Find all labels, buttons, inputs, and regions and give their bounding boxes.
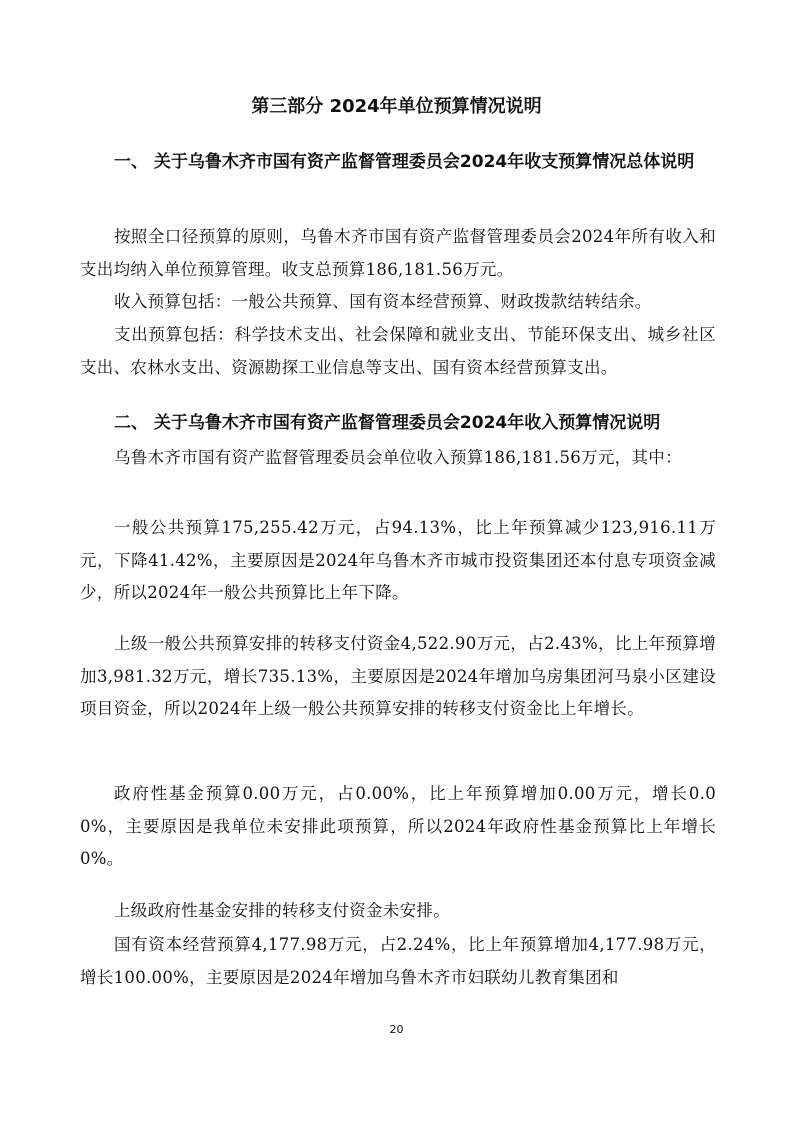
section-2-paragraph-4: 政府性基金预算0.00万元，占0.00%，比上年预算增加0.00万元，增长0.00%，主要原因是我单位未安排此项预算，所以2024年政府性基金预算比上年增长0%。 — [80, 784, 716, 868]
section-2-paragraph-6: 国有资本经营预算4,177.98万元，占2.24%，比上年预算增加4,177.98万元，增长100.00%，主要原因是2024年增加乌鲁木齐市妇联幼儿教育集团和 — [80, 935, 716, 987]
section-2-heading — [80, 407, 716, 439]
section-1-heading-text: 关于乌鲁木齐市国有资产监督管理委员会2024年收支预算情况总体说明 — [148, 152, 695, 172]
page-number: 20 — [389, 1023, 404, 1036]
section-1-paragraph-1: 按照全口径预算的原则，乌鲁木齐市国有资产监督管理委员会2024年所有收入和支出均纳入单位预算管理。收支总预算186,181.56万元。 — [80, 227, 716, 279]
section-2-heading-text: 关于乌鲁木齐市国有资产监督管理委员会2024年收入预算情况说明 — [148, 413, 661, 433]
section-1-heading — [80, 146, 716, 178]
section-2-paragraph-5: 上级政府性基金安排的转移支付资金未安排。 — [114, 901, 450, 920]
section-2-number: 二、 — [114, 413, 148, 433]
section-2-paragraph-3: 上级一般公共预算安排的转移支付资金4,522.90万元，占2.43%，比上年预算增加3,981.32万元，增长735.13%，主要原因是2024年增加乌房集团河马泉小区建设项目资金，所以2024年上级一般公共预算安排的转移支付资金比上年增长。 — [80, 634, 716, 718]
page-title: 第三部分 2024年单位预算情况说明 — [251, 96, 542, 117]
section-1-paragraph-3: 支出预算包括：科学技术支出、社会保障和就业支出、节能环保支出、城乡社区支出、农林水支出、资源勘探工业信息等支出、国有资本经营预算支出。 — [80, 325, 716, 377]
section-2-paragraph-1: 乌鲁木齐市国有资产监督管理委员会单位收入预算186,181.56万元，其中： — [114, 448, 682, 467]
section-2-paragraph-2: 一般公共预算175,255.42万元，占94.13%，比上年预算减少123,916.11万元，下降41.42%，主要原因是2024年乌鲁木齐市城市投资集团还本付息专项资金减少，所以2024年一般公共预算比上年下降。 — [80, 518, 716, 602]
section-1-paragraph-2: 收入预算包括：一般公共预算、国有资本经营预算、财政拨款结转结余。 — [114, 292, 652, 311]
section-1-number: 一、 — [114, 152, 148, 172]
